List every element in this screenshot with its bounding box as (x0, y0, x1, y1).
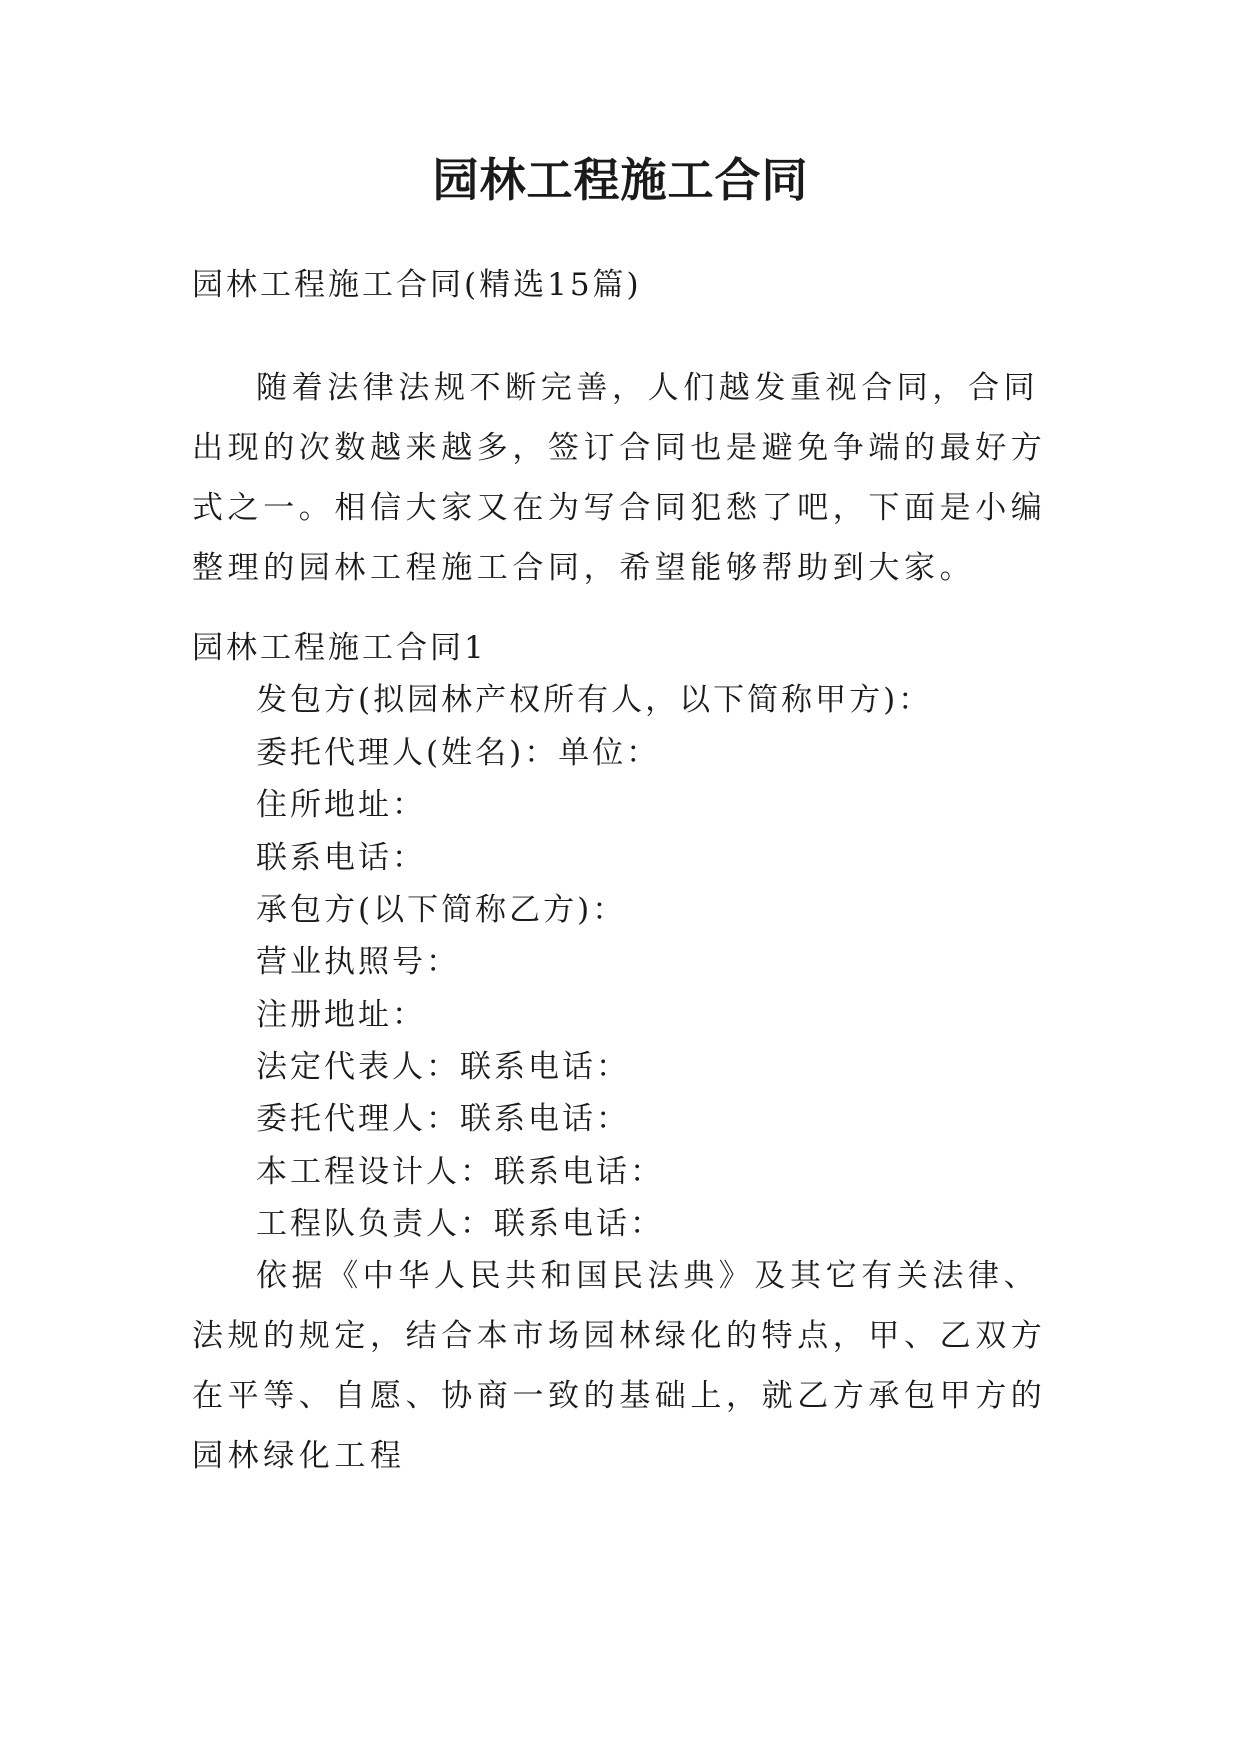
document-title: 园林工程施工合同 (432, 153, 809, 207)
closing-paragraph: 依据《中华人民共和国民法典》及其它有关法律、法规的规定，结合本市场园林绿化的特点，甲、乙双方在平等、自愿、协商一致的基础上，就乙方承包甲方的园林绿化工程 (192, 1258, 1047, 1474)
field-designer: 本工程设计人：联系电话： (256, 1154, 664, 1190)
field-registered-address: 注册地址： (256, 997, 426, 1033)
field-phone: 联系电话： (256, 840, 426, 876)
field-legal-rep: 法定代表人：联系电话： (256, 1049, 630, 1085)
intro-paragraph: 随着法律法规不断完善，人们越发重视合同，合同出现的次数越来越多，签订合同也是避免争端的最好方式之一。相信大家又在为写合同犯愁了吧，下面是小编整理的园林工程施工合同，希望能够帮助到大家。 (192, 370, 1047, 586)
field-party-a: 发包方(拟园林产权所有人，以下简称甲方)： (256, 682, 933, 718)
field-agent-a: 委托代理人(姓名)：单位： (256, 735, 661, 771)
field-party-b: 承包方(以下简称乙方)： (256, 892, 627, 928)
field-agent-b: 委托代理人：联系电话： (256, 1101, 630, 1137)
field-team-leader: 工程队负责人：联系电话： (256, 1206, 664, 1242)
field-address: 住所地址： (256, 787, 426, 823)
section-heading: 园林工程施工合同1 (192, 630, 487, 666)
document-subtitle: 园林工程施工合同(精选15篇) (192, 267, 642, 303)
field-license: 营业执照号： (256, 944, 460, 980)
